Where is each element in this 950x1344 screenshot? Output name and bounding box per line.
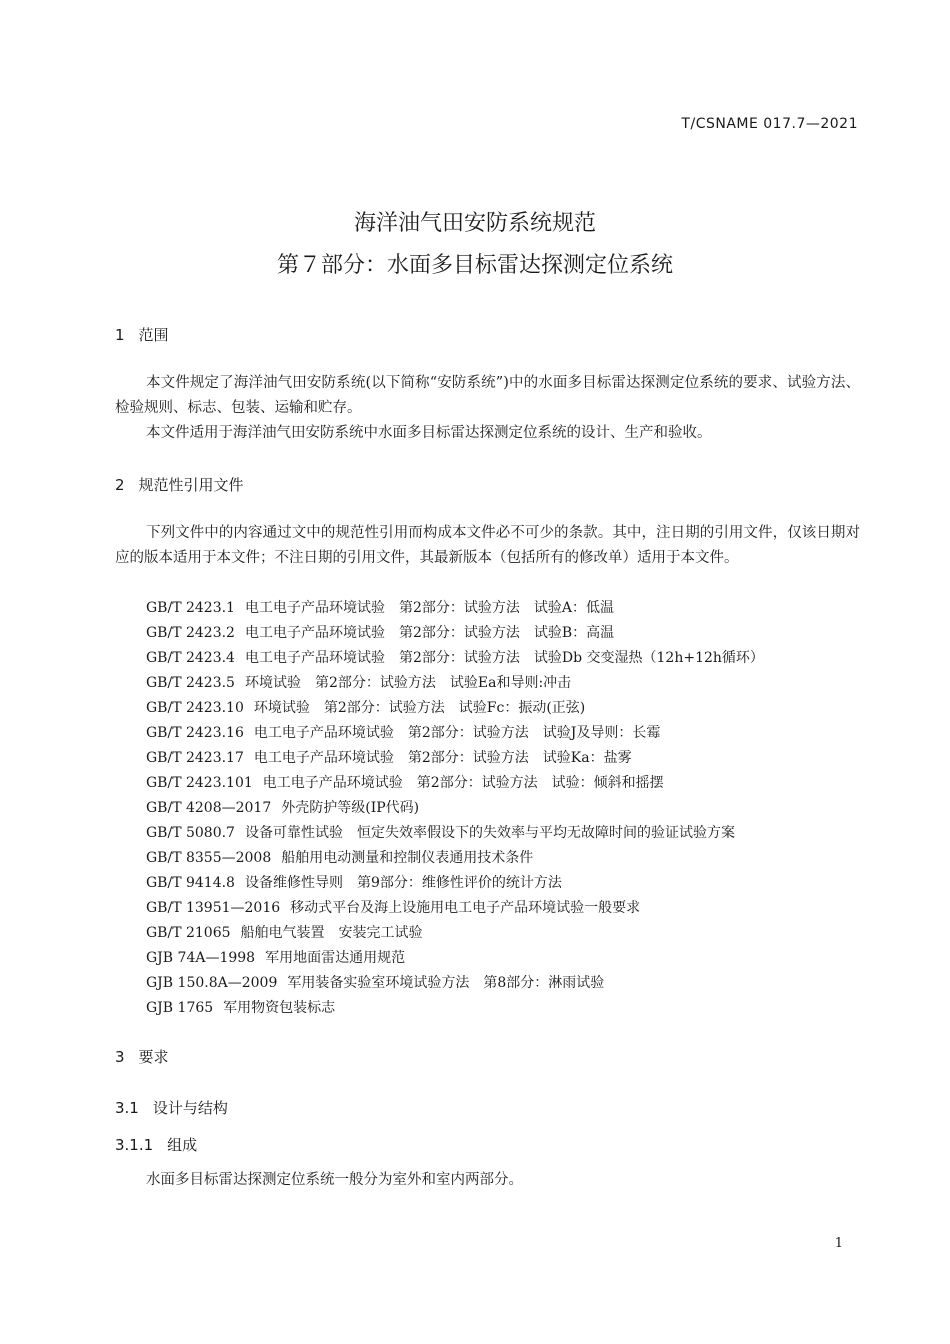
section-number: 2: [115, 476, 125, 494]
reference-item: [146, 696, 866, 721]
reference-title: 电工电子产品环境试验 第2部分：试验方法 试验B：高温: [244, 625, 615, 641]
section-title: 规范性引用文件: [138, 476, 244, 494]
section-title: 范围: [138, 326, 169, 344]
reference-item: [146, 871, 866, 896]
reference-code: GJB 74A—1998: [146, 950, 256, 966]
reference-item: [146, 971, 866, 996]
reference-code: GB/T 9414.8: [146, 875, 235, 891]
reference-title: 外壳防护等级(IP代码): [281, 800, 420, 816]
reference-title: 船舶电气装置 安装完工试验: [240, 925, 423, 941]
reference-title: 电工电子产品环境试验 第2部分：试验方法 试验：倾斜和摇摆: [262, 775, 664, 791]
section-title: 组成: [167, 1136, 198, 1154]
reference-code: GB/T 2423.17: [146, 750, 244, 766]
reference-title: 设备维修性导则 第9部分：维修性评价的统计方法: [244, 875, 562, 891]
reference-item: [146, 746, 866, 771]
scope-paragraph-1: 本文件规定了海洋油气田安防系统(以下简称“安防系统”)中的水面多目标雷达探测定位系统的要求、试验方法、检验规则、标志、包装、运输和贮存。: [115, 375, 860, 416]
reference-code: GB/T 2423.5: [146, 675, 235, 691]
reference-title: 电工电子产品环境试验 第2部分：试验方法 试验Ka：盐雾: [253, 750, 632, 766]
document-title-line1: 海洋油气田安防系统规范: [353, 211, 596, 236]
page-number: 1: [834, 1236, 843, 1251]
reference-item: [146, 996, 866, 1021]
reference-code: GB/T 2423.4: [146, 650, 235, 666]
reference-item: [146, 646, 866, 671]
reference-item: [146, 671, 866, 696]
reference-title: 军用装备实验室环境试验方法 第8部分：淋雨试验: [287, 975, 605, 991]
reference-code: GB/T 5080.7: [146, 825, 235, 841]
composition-paragraph: 水面多目标雷达探测定位系统一般分为室外和室内两部分。: [146, 1172, 523, 1188]
reference-code: GB/T 13951—2016: [146, 900, 281, 916]
reference-code: GB/T 2423.101: [146, 775, 253, 791]
section-title: 要求: [138, 1048, 169, 1066]
section-1-heading: [115, 324, 169, 345]
reference-code: GB/T 8355—2008: [146, 850, 272, 866]
reference-title: 军用地面雷达通用规范: [265, 950, 406, 966]
reference-title: 电工电子产品环境试验 第2部分：试验方法 试验J及导则：长霉: [253, 725, 661, 741]
reference-item: [146, 896, 866, 921]
reference-code: GB/T 4208—2017: [146, 800, 272, 816]
reference-title: 电工电子产品环境试验 第2部分：试验方法 试验A：低温: [244, 600, 614, 616]
reference-item: [146, 846, 866, 871]
reference-title: 设备可靠性试验 恒定失效率假设下的失效率与平均无故障时间的验证试验方案: [244, 825, 735, 841]
reference-item: [146, 821, 866, 846]
reference-item: [146, 621, 866, 646]
section-number: 3.1: [115, 1099, 139, 1117]
reference-item: [146, 596, 866, 621]
reference-item: [146, 771, 866, 796]
section-3-1-1-heading: [115, 1134, 197, 1155]
standard-code: T/CSNAME 017.7—2021: [681, 116, 858, 132]
section-number: 1: [115, 326, 125, 344]
reference-code: GB/T 2423.16: [146, 725, 244, 741]
reference-code: GJB 1765: [146, 1000, 214, 1016]
reference-code: GJB 150.8A—2009: [146, 975, 278, 991]
reference-title: 船舶用电动测量和控制仪表通用技术条件: [281, 850, 534, 866]
reference-list: [146, 596, 866, 1021]
reference-item: [146, 721, 866, 746]
document-title-line2: 第７部分：水面多目标雷达探测定位系统: [276, 253, 673, 278]
reference-title: 环境试验 第2部分：试验方法 试验Ea和导则:冲击: [244, 675, 572, 691]
reference-code: GB/T 2423.1: [146, 600, 235, 616]
section-3-1-heading: [115, 1097, 228, 1118]
reference-code: GB/T 2423.2: [146, 625, 235, 641]
section-title: 设计与结构: [152, 1099, 228, 1117]
section-2-heading: [115, 474, 244, 495]
normative-references-intro: 下列文件中的内容通过文中的规范性引用而构成本文件必不可少的条款。其中，注日期的引用文件，仅该日期对应的版本适用于本文件；不注日期的引用文件，其最新版本（包括所有的修改单）适用于本文件。: [115, 525, 860, 566]
reference-item: [146, 946, 866, 971]
scope-paragraph-2: 本文件适用于海洋油气田安防系统中水面多目标雷达探测定位系统的设计、生产和验收。: [146, 425, 712, 441]
reference-title: 军用物资包装标志: [223, 1000, 336, 1016]
section-number: 3.1.1: [115, 1136, 154, 1154]
reference-item: [146, 921, 866, 946]
section-3-heading: [115, 1046, 169, 1067]
reference-code: GB/T 2423.10: [146, 700, 244, 716]
reference-title: 移动式平台及海上设施用电工电子产品环境试验一般要求: [290, 900, 641, 916]
reference-title: 电工电子产品环境试验 第2部分：试验方法 试验Db 交变湿热（12h+12h循环）: [244, 650, 764, 666]
reference-item: [146, 796, 866, 821]
reference-code: GB/T 21065: [146, 925, 231, 941]
reference-title: 环境试验 第2部分：试验方法 试验Fc：振动(正弦): [253, 700, 586, 716]
section-number: 3: [115, 1048, 125, 1066]
